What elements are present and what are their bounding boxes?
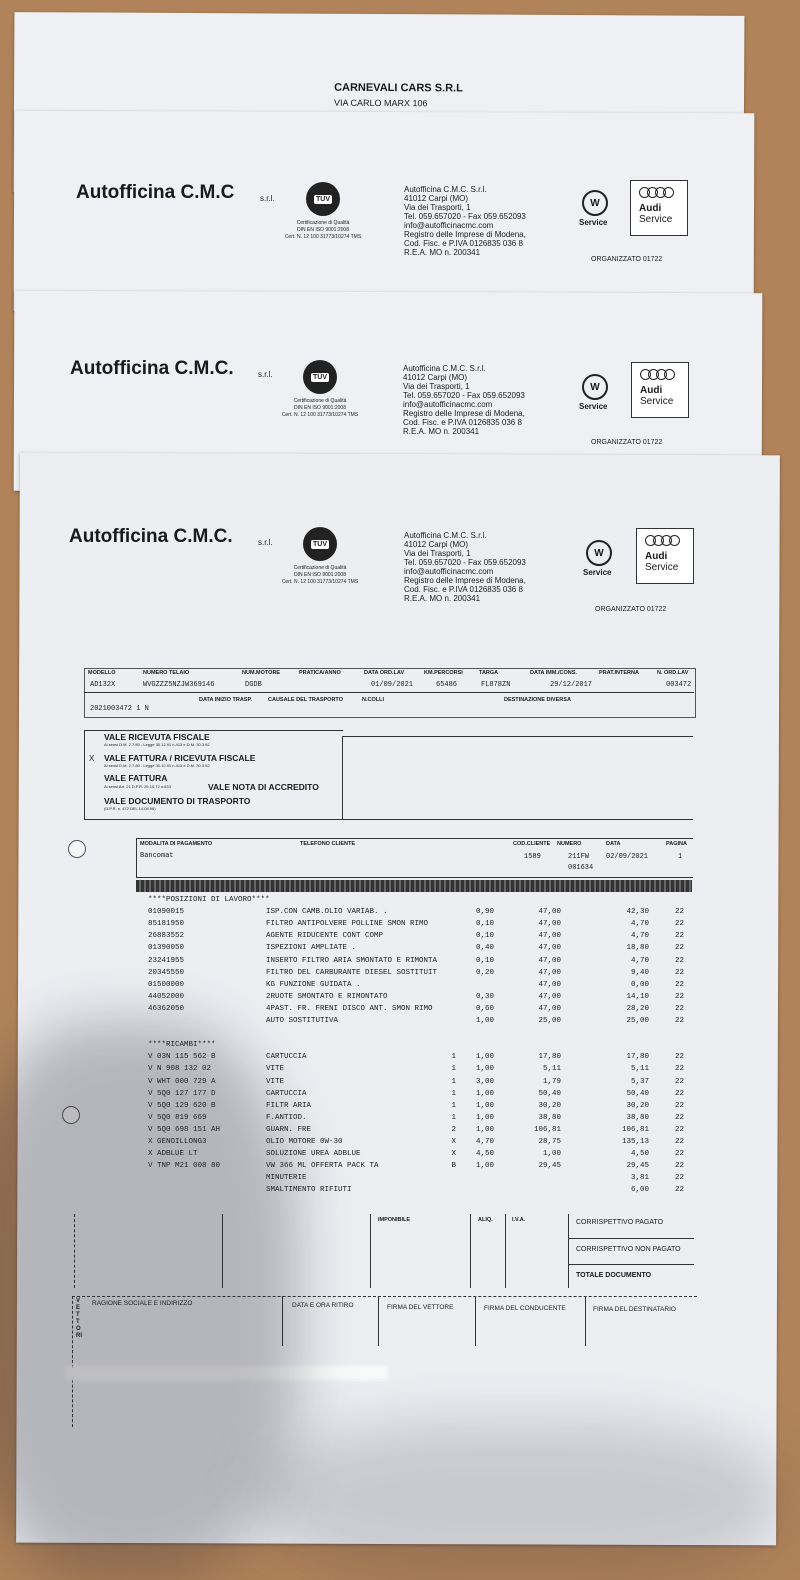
cell-desc: MINUTERIE (266, 1174, 307, 1183)
cell-qty: 0,30 (475, 992, 494, 1001)
cell-desc: SMALTIMENTO RIFIUTI (266, 1186, 352, 1195)
value-numero: 211FW (568, 853, 590, 861)
cell-code: V TNP M21 008 80 (148, 1162, 221, 1171)
cell-total: 28,20 (626, 1004, 649, 1013)
cell-desc: VITE (266, 1077, 285, 1086)
cell-qty: 4,50 (475, 1150, 494, 1159)
label-telefono-cliente: TELEFONO CLIENTE (300, 841, 355, 847)
cell-total: 3,81 (630, 1174, 649, 1183)
cell-qty: 1,00 (475, 1053, 494, 1062)
label-km-percorsi: KM.PERCORSI (424, 670, 463, 676)
cell-code: 46362050 (148, 1004, 185, 1013)
organizzato-label: ORGANIZZATO 01722 (595, 606, 667, 613)
table-row (0, 957, 800, 969)
vw-logo-icon: W (586, 540, 612, 566)
doc-type-note: Ai sensi Art. 21 D.P.R. 26.10.72 n.633 (104, 784, 171, 789)
label-imponibile: IMPONIBILE (378, 1217, 411, 1223)
cell-q: B (451, 1162, 456, 1171)
nota-di-accredito: VALE NOTA DI ACCREDITO (208, 782, 319, 792)
cell-iva: 22 (675, 1113, 685, 1122)
audi-service-logo: Audi Service (630, 180, 688, 236)
cell-code: V N 908 132 02 (148, 1065, 212, 1074)
cell-qty: 0,40 (475, 944, 494, 953)
cell-iva: 22 (675, 992, 685, 1001)
cell-price: 1,00 (542, 1150, 561, 1159)
label-prat-interna: PRAT.INTERNA (599, 670, 639, 676)
cell-desc: F.ANTIOD. (266, 1113, 307, 1122)
cell-desc: KG FUNZIONE GUIDATA . (266, 980, 361, 989)
value-data-ord-lav: 01/09/2021 (371, 681, 414, 689)
label-targa: TARGA (479, 670, 499, 676)
brand-suffix: s.r.l. (258, 538, 273, 547)
header-street: VIA CARLO MARX 106 (333, 97, 428, 109)
table-row (0, 1005, 800, 1017)
cell-price: 47,00 (538, 980, 561, 989)
punch-hole (68, 840, 86, 858)
cell-iva: 22 (675, 980, 685, 989)
label-modello: MODELLO (88, 670, 116, 676)
cell-total: 25,00 (626, 1017, 649, 1025)
label-corrispettivo-pagato: CORRISPETTIVO PAGATO (576, 1219, 664, 1226)
label-cod-cliente: COD.CLIENTE (513, 841, 551, 847)
cell-price: 5,11 (542, 1065, 561, 1074)
value-data-imm: 29/12/2017 (550, 681, 593, 689)
cell-total: 135,13 (621, 1138, 649, 1146)
vw-service-label: Service (579, 218, 608, 227)
cell-qty: 0,10 (475, 920, 494, 929)
cell-desc: OLIO MOTORE 0W-30 (266, 1138, 343, 1146)
cell-code: ****RICAMBI**** (148, 1041, 216, 1050)
carrier-col (475, 1296, 476, 1346)
cell-total: 4,70 (630, 920, 649, 929)
cell-qty: 1,00 (475, 1017, 494, 1025)
cell-price: 47,00 (538, 968, 561, 977)
cell-total: 29,45 (626, 1162, 649, 1171)
cell-iva: 22 (675, 932, 685, 941)
label-firma-destinatario: FIRMA DEL DESTINATARIO (593, 1306, 676, 1313)
cell-total: 6,00 (630, 1186, 649, 1195)
cell-desc: ISPEZIONI AMPLIATE . (266, 944, 357, 953)
totals-col (470, 1214, 471, 1288)
cell-iva: 22 (675, 1174, 685, 1183)
cell-total: 30,20 (626, 1101, 649, 1110)
cell-iva: 22 (675, 920, 685, 929)
cell-desc: SOLUZIONE UREA ADBLUE (266, 1150, 361, 1159)
cell-total: 18,80 (626, 944, 649, 953)
label-iva: I.V.A. (512, 1217, 526, 1223)
cell-code: 85181950 (148, 920, 185, 929)
totals-col (568, 1214, 569, 1288)
cell-iva: 22 (675, 1101, 685, 1110)
label-n-colli: N.COLLI (362, 697, 384, 703)
label-firma-vettore: FIRMA DEL VETTORE (387, 1304, 454, 1311)
cell-qty: 0,10 (475, 956, 494, 965)
table-row (0, 896, 800, 908)
totals-col (505, 1214, 506, 1288)
label-data: DATA (606, 841, 621, 847)
cell-total: 9,40 (630, 968, 649, 977)
label-data-imm: DATA IMM./CONS. (530, 670, 577, 676)
value-data: 02/09/2021 (606, 853, 649, 861)
company-address: Autofficina C.M.C. S.r.l. 41012 Carpi (MO) Via dei Trasporti, 1 Tel. 059.657020 - Fax 059.652093 info@autofficinacmc.com Registro delle Imprese di Modena, Cod. Fisc. e P.IVA 0126835 036 8 R.E.A. MO n. 200341 (404, 185, 526, 257)
table-row (0, 908, 800, 920)
cell-iva: 22 (675, 1138, 685, 1146)
cell-iva: 22 (675, 1065, 685, 1074)
cell-q: 1 (451, 1077, 456, 1086)
label-corrispettivo-non-pagato: CORRISPETTIVO NON PAGATO (576, 1246, 681, 1253)
cell-code: 23241955 (148, 956, 185, 965)
cell-iva: 22 (675, 944, 685, 953)
cell-iva: 22 (675, 1053, 685, 1062)
cell-iva: 22 (675, 1125, 685, 1134)
cell-total: 17,80 (626, 1053, 649, 1062)
cell-iva: 22 (675, 1150, 685, 1159)
cell-total: 5,11 (630, 1065, 649, 1074)
cell-code: ****POSIZIONI DI LAVORO**** (148, 896, 270, 904)
organizzato-label: ORGANIZZATO 01722 (591, 256, 663, 263)
cell-price: 47,00 (538, 908, 561, 917)
cell-desc: INSERTO FILTRO ARIA SMONTATO E RIMONTA (266, 956, 438, 965)
cell-iva: 22 (675, 1162, 685, 1171)
cell-total: 42,30 (626, 908, 649, 917)
tuv-logo-icon: TÜV (303, 360, 337, 394)
cell-iva: 22 (675, 956, 685, 965)
cert-text: Certificazione di Qualità DIN EN ISO 9001:2008 Cert. N. 12 100 31773/10274 TMS (281, 398, 359, 418)
label-aliq: ALIQ. (478, 1217, 493, 1223)
cell-price: 17,80 (538, 1053, 561, 1062)
label-modalita-pagamento: MODALITA DI PAGAMENTO (140, 841, 213, 847)
cell-code: X GENOILLONG3 (148, 1138, 207, 1146)
label-numero-telaio: NUMERO TELAIO (143, 670, 190, 676)
cell-code: 01500000 (148, 980, 185, 989)
cell-desc: VITE (266, 1065, 285, 1074)
label-data-ora-ritiro: DATA E ORA RITIRO (292, 1302, 354, 1309)
cell-desc: ISP.CON CAMB.OLIO VARIAB. . (266, 908, 388, 917)
cell-iva: 22 (675, 1186, 685, 1195)
cell-price: 106,81 (533, 1125, 561, 1134)
cell-qty: 0,60 (475, 1004, 494, 1013)
totals-col (370, 1214, 371, 1288)
cell-total: 4,70 (630, 956, 649, 965)
label-vettori: VETTORI (76, 1298, 82, 1339)
company-address: Autofficina C.M.C. S.r.l. 41012 Carpi (MO) Via dei Trasporti, 1 Tel. 059.657020 - Fax 059.652093 info@autofficinacmc.com Registro delle Imprese di Modena, Cod. Fisc. e P.IVA 0126835 036 8 R.E.A. MO n. 200341 (404, 531, 526, 603)
audi-rings-icon (640, 369, 675, 380)
cell-desc: VW 366 ML OFFERTA PACK TA (266, 1162, 379, 1171)
totals-divider (568, 1264, 694, 1265)
cell-price: 1,79 (542, 1077, 561, 1086)
lines-header-bar (136, 880, 692, 892)
cell-total: 14,10 (626, 992, 649, 1001)
cell-iva: 22 (675, 968, 685, 977)
cell-qty: 0,20 (475, 968, 494, 977)
brand-name: Autofficina C.M.C. (69, 526, 233, 547)
cell-price: 50,40 (538, 1089, 561, 1098)
tuv-logo-icon: TÜV (303, 527, 337, 561)
value-cod-cliente: 1589 (524, 853, 541, 861)
cell-code: V 5Q0 698 151 AH (148, 1125, 221, 1134)
cell-code: 20345550 (148, 968, 185, 977)
cell-total: 5,37 (630, 1077, 649, 1086)
table-row (0, 969, 800, 981)
value-targa: FL878ZN (481, 681, 511, 689)
cell-qty: 1,00 (475, 1065, 494, 1074)
cell-qty: 1,00 (475, 1113, 494, 1122)
company-address: Autofficina C.M.C. S.r.l. 41012 Carpi (MO) Via dei Trasporti, 1 Tel. 059.657020 - Fax 059.652093 info@autofficinacmc.com Registro delle Imprese di Modena, Cod. Fisc. e P.IVA 0126835 036 8 R.E.A. MO n. 200341 (403, 364, 525, 436)
doc-type-note: Ai sensi D.M. 2.7.80 - Legge 30.12.91 n.413 e D.M. 30.3.92 (104, 763, 210, 768)
carrier-col (585, 1296, 586, 1346)
doc-type-note: Ai sensi D.M. 2.7.80 - Legge 30.12.91 n.413 e D.M. 30.3.92 (104, 742, 210, 747)
cell-q: 1 (451, 1065, 456, 1074)
cell-iva: 22 (675, 1004, 685, 1013)
cell-qty: 1,00 (475, 1162, 494, 1171)
cell-price: 47,00 (538, 956, 561, 965)
hand-shadow (0, 1020, 300, 1580)
cell-desc: 4PAST. FR. FRENI DISCO ANT. SMON RIMO (266, 1004, 433, 1013)
cert-text: Certificazione di Qualità DIN EN ISO 9001:2008 Cert. N. 12 100 31773/10274 TMS (281, 565, 359, 585)
cell-code: 26883552 (148, 932, 185, 941)
cell-code: V 03N 115 562 B (148, 1053, 216, 1062)
cell-iva: 22 (675, 1089, 685, 1098)
cell-qty: 0,10 (475, 932, 494, 941)
cell-price: 47,00 (538, 992, 561, 1001)
carrier-col (378, 1296, 379, 1346)
tuv-logo-icon: TÜV (306, 182, 340, 216)
vw-service-label: Service (579, 402, 608, 411)
totals-divider (568, 1238, 694, 1239)
cell-price: 28,75 (538, 1138, 561, 1146)
value-pagina: 1 (678, 853, 683, 861)
audi-rings-icon (645, 535, 680, 546)
cell-desc: GUARN. FRE (266, 1125, 312, 1134)
cell-q: 1 (451, 1053, 456, 1062)
cell-q: 1 (451, 1089, 456, 1098)
cell-qty: 1,00 (475, 1125, 494, 1134)
cell-desc: AUTO SOSTITUTIVA (266, 1017, 339, 1025)
customer-address-box (342, 736, 693, 820)
value-km-percorsi: 65486 (436, 681, 458, 689)
audi-service-logo: Audi Service (631, 362, 689, 418)
doc-type-title: VALE RICEVUTA FISCALE (104, 732, 210, 742)
label-pagina: PAGINA (666, 841, 687, 847)
brand-name-overprint: Autofficina C.M.C (76, 182, 235, 203)
cell-code: V WHT 000 729 A (148, 1077, 216, 1086)
value-order-ref: 2021003472 1 N (90, 705, 149, 713)
value-n-ord-lav: 003472 (666, 681, 692, 689)
cell-qty: 3,00 (475, 1077, 494, 1086)
organizzato-label: ORGANIZZATO 01722 (591, 439, 663, 446)
cell-iva: 22 (675, 908, 685, 917)
cell-code: V 5Q0 129 620 B (148, 1101, 216, 1110)
cell-desc: FILTRO DEL CARBURANTE DIESEL SOSTITUIT (266, 968, 438, 977)
cell-price: 25,00 (538, 1017, 561, 1025)
cell-price: 38,80 (538, 1113, 561, 1122)
table-row (0, 981, 800, 993)
cell-total: 106,81 (621, 1125, 649, 1134)
cell-desc: CARTUCCIA (266, 1089, 307, 1098)
value-numero-2: 001634 (568, 864, 594, 872)
cell-price: 29,45 (538, 1162, 561, 1171)
vw-logo-icon: W (582, 190, 608, 216)
value-modalita-pagamento: Bancomat (140, 852, 174, 860)
cell-total: 4,70 (630, 932, 649, 941)
vw-service-label: Service (583, 568, 612, 577)
cell-q: X (451, 1150, 456, 1159)
cell-qty: 0,90 (475, 908, 494, 917)
label-causale-trasporto: CAUSALE DEL TRASPORTO (268, 697, 343, 703)
cell-qty: 4,70 (475, 1138, 494, 1146)
vw-logo-icon: W (582, 374, 608, 400)
cell-desc: FILTR ARIA (266, 1101, 312, 1110)
audi-service-logo: Audi Service (636, 528, 694, 584)
cell-iva: 22 (675, 1017, 685, 1025)
label-ragione-sociale: RAGIONE SOCIALE E INDIRIZZO (92, 1300, 193, 1307)
cell-price: 47,00 (538, 944, 561, 953)
cell-q: 2 (451, 1125, 456, 1134)
table-row (0, 993, 800, 1005)
doc-type-note: (D.P.R. n. 472 DEL 14.08.96) (104, 806, 156, 811)
table-row (0, 920, 800, 932)
cell-iva: 22 (675, 1077, 685, 1086)
brand-name: Autofficina C.M.C. (70, 358, 234, 379)
label-n-ord-lav: N. ORD.LAV (657, 670, 689, 676)
cell-q: X (451, 1138, 456, 1146)
brand-suffix: s.r.l. (258, 370, 273, 379)
doc-type-title: VALE DOCUMENTO DI TRASPORTO (104, 796, 251, 806)
cell-code: V 5Q0 819 669 (148, 1113, 207, 1122)
label-data-inizio-trasp: DATA INIZIO TRASP. (199, 697, 252, 703)
cell-code: V 5Q0 127 177 D (148, 1089, 216, 1098)
cell-q: 1 (451, 1113, 456, 1122)
cell-total: 38,80 (626, 1113, 649, 1122)
cell-total: 0,00 (630, 980, 649, 989)
cell-code: 01090015 (148, 908, 185, 917)
label-totale-documento: TOTALE DOCUMENTO (576, 1272, 652, 1279)
table-row (0, 932, 800, 944)
cell-desc: CARTUCCIA (266, 1053, 307, 1062)
cell-price: 47,00 (538, 932, 561, 941)
cell-price: 47,00 (538, 920, 561, 929)
header-company: CARNEVALI CARS S.R.L (334, 81, 463, 95)
cell-q: 1 (451, 1101, 456, 1110)
label-firma-conducente: FIRMA DEL CONDUCENTE (484, 1305, 566, 1312)
table-row (0, 944, 800, 956)
hand-shadow (260, 1420, 780, 1580)
label-pratica-anno: PRATICA/ANNO (299, 670, 341, 676)
brand-suffix: s.r.l. (260, 194, 275, 203)
cell-total: 50,40 (626, 1089, 649, 1098)
cell-price: 30,20 (538, 1101, 561, 1110)
cell-qty: 1,00 (475, 1101, 494, 1110)
audi-rings-icon (639, 187, 674, 198)
label-num-motore: NUM.MOTORE (242, 670, 281, 676)
cell-code: 44052000 (148, 992, 185, 1001)
cell-code: 01390050 (148, 944, 185, 953)
cell-price: 47,00 (538, 1004, 561, 1013)
cert-text: Certificazione di Qualità DIN EN ISO 9001:2008 Cert. N. 12 100 31773/10274 TMS (284, 220, 362, 240)
doc-type-title: VALE FATTURA / RICEVUTA FISCALE (104, 753, 256, 763)
cell-total: 4,50 (630, 1150, 649, 1159)
value-num-motore: DGDB (245, 681, 262, 689)
cell-desc: AGENTE RIDUCENTE CONT COMP (266, 932, 384, 941)
cell-desc: FILTRO ANTIPOLVERE POLLINE SMON RIMO (266, 920, 429, 929)
vehicle-grid-divider (84, 692, 694, 693)
label-data-ord-lav: DATA ORD.LAV (364, 670, 405, 676)
value-numero-telaio: WVGZZZ5NZJW369146 (143, 681, 215, 689)
cell-qty: 1,00 (475, 1089, 494, 1098)
cell-code: X ADBLUE LT (148, 1150, 198, 1159)
label-numero: NUMERO (557, 841, 582, 847)
value-modello: AD132X (90, 681, 116, 689)
doc-type-mark: X (89, 754, 95, 763)
doc-type-title: VALE FATTURA (104, 773, 168, 783)
label-destinazione-diversa: DESTINAZIONE DIVERSA (504, 697, 571, 703)
cell-desc: 2RUOTE SMONTATO E RIMONTATO (266, 992, 388, 1001)
